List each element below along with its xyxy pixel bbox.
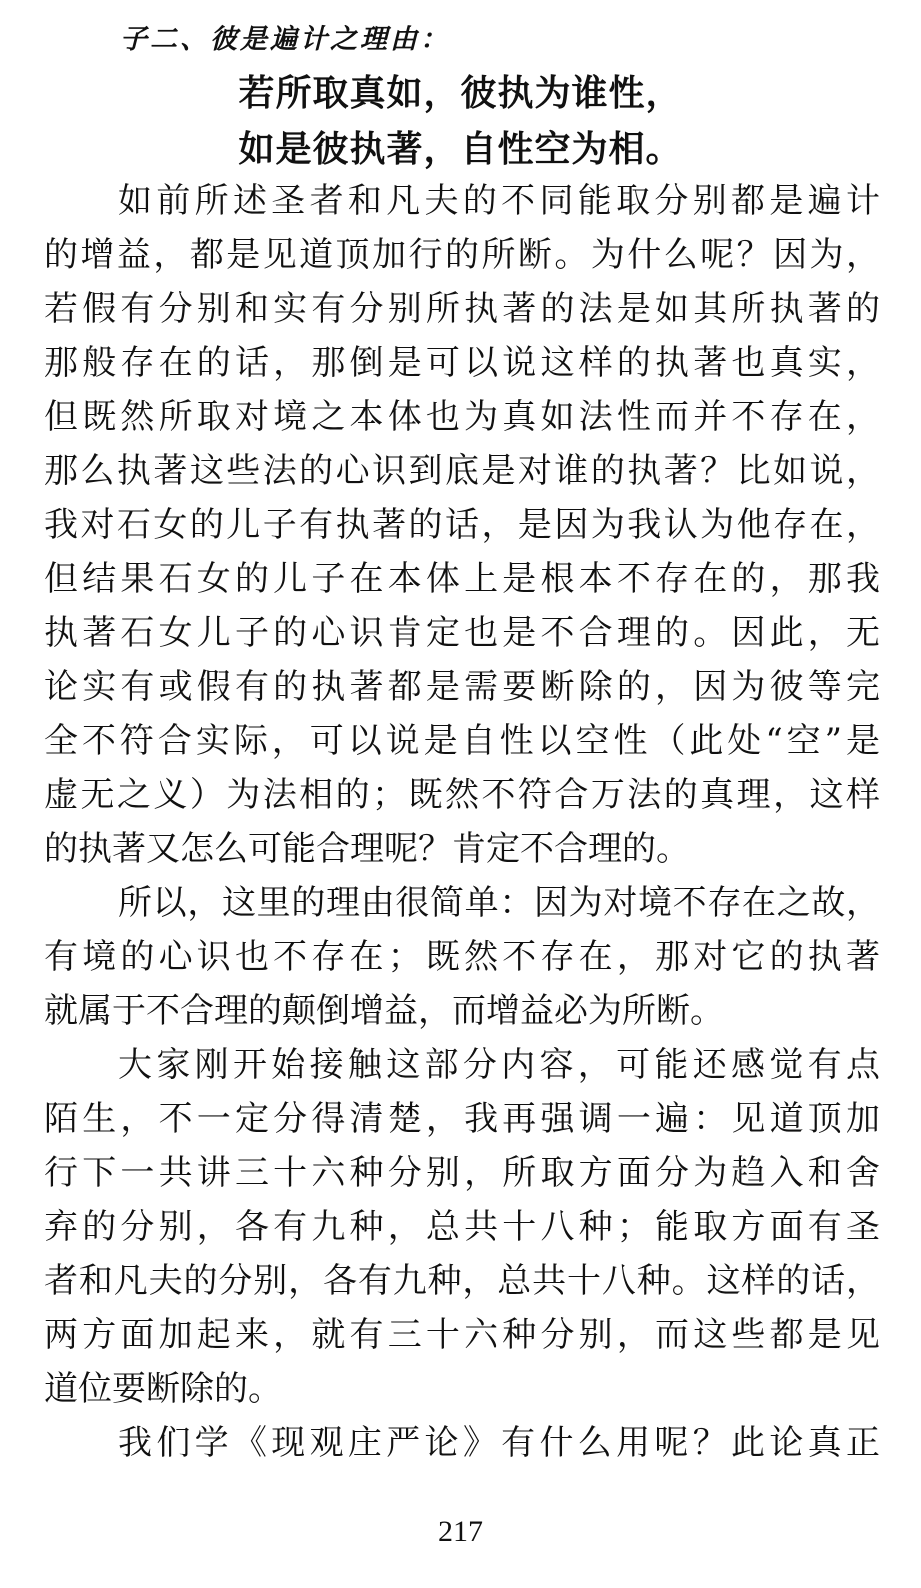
paragraph-1-line: 论实有或假有的执著都是需要断除的，因为彼等完 <box>44 667 880 707</box>
paragraph-3-line: 大家刚开始接触这部分内容，可能还感觉有点 <box>118 1045 880 1085</box>
paragraph-1-line: 虚无之义）为法相的；既然不符合万法的真理，这样 <box>44 775 880 815</box>
paragraph-3-line: 者和凡夫的分别，各有九种，总共十八种。这样的话， <box>44 1261 880 1301</box>
paragraph-1-line: 但结果石女的儿子在本体上是根本不存在的，那我 <box>44 559 880 599</box>
paragraph-1-line: 但既然所取对境之本体也为真如法性而并不存在， <box>44 397 880 437</box>
paragraph-1-line: 我对石女的儿子有执著的话，是因为我认为他存在， <box>44 505 880 545</box>
section-heading: 子二、彼是遍计之理由： <box>120 24 450 55</box>
paragraph-3-line: 陌生，不一定分得清楚，我再强调一遍：见道顶加 <box>44 1099 880 1139</box>
paragraph-1-line: 如前所述圣者和凡夫的不同能取分别都是遍计 <box>118 181 880 221</box>
verse-line-2: 如是彼执著，自性空为相。 <box>238 129 683 170</box>
paragraph-2-line: 所以，这里的理由很简单：因为对境不存在之故， <box>118 883 880 923</box>
paragraph-1-line: 全不符合实际，可以说是自性以空性（此处“空”是 <box>44 721 880 761</box>
paragraph-3-line: 两方面加起来，就有三十六种分别，而这些都是见 <box>44 1315 880 1355</box>
paragraph-4-line: 我们学《现观庄严论》有什么用呢？此论真正 <box>118 1423 880 1463</box>
paragraph-3-line: 道位要断除的。 <box>44 1369 282 1409</box>
paragraph-3-line: 弃的分别，各有九种，总共十八种；能取方面有圣 <box>44 1207 880 1247</box>
paragraph-1-line: 的增益，都是见道顶加行的所断。为什么呢？因为， <box>44 235 880 275</box>
paragraph-2-line: 就属于不合理的颠倒增益，而增益必为所断。 <box>44 991 724 1031</box>
paragraph-3-line: 行下一共讲三十六种分别，所取方面分为趋入和舍 <box>44 1153 880 1193</box>
paragraph-1-line: 的执著又怎么可能合理呢？肯定不合理的。 <box>44 829 690 869</box>
paragraph-1-line: 若假有分别和实有分别所执著的法是如其所执著的 <box>44 289 880 329</box>
body-text <box>44 174 880 1470</box>
paragraph-2-line: 有境的心识也不存在；既然不存在，那对它的执著 <box>44 937 880 977</box>
paragraph-1-line: 那么执著这些法的心识到底是对谁的执著？比如说， <box>44 451 880 491</box>
verse-line-1: 若所取真如，彼执为谁性， <box>238 73 683 114</box>
paragraph-1-line: 那般存在的话，那倒是可以说这样的执著也真实， <box>44 343 880 383</box>
page-number: 217 <box>438 1515 483 1548</box>
paragraph-1-line: 执著石女儿子的心识肯定也是不合理的。因此，无 <box>44 613 880 653</box>
